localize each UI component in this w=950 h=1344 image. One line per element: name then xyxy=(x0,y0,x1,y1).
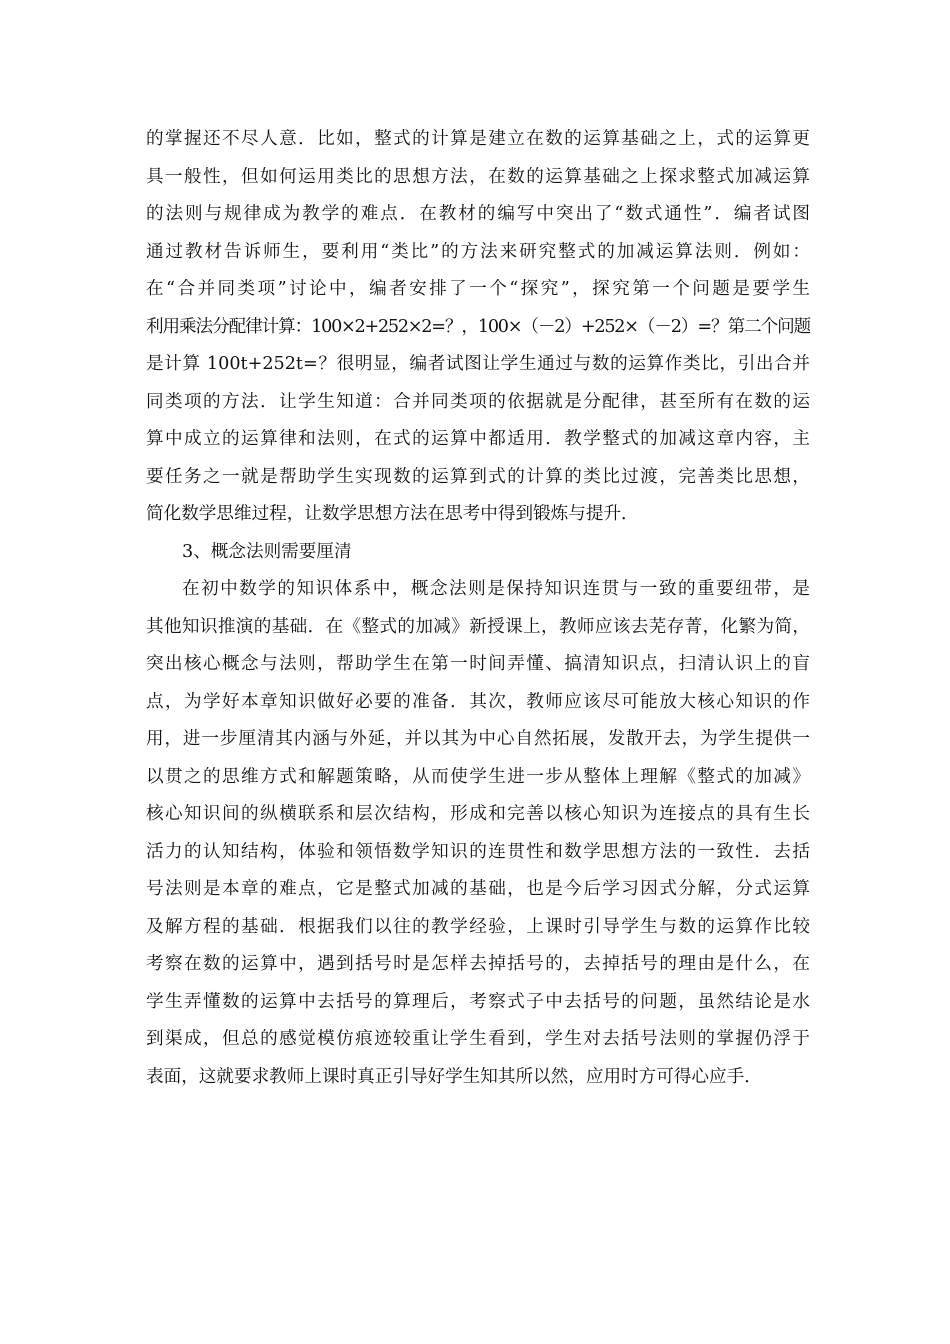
text-line: 号法则是本章的难点，它是整式加减的基础，也是今后学习因式分解，分式运算 xyxy=(146,879,810,899)
text-line: 及解方程的基础．根据我们以往的教学经验，上课时引导学生与数的运算作比较 xyxy=(146,916,810,937)
text-line: 的掌握还不尽人意．比如，整式的计算是建立在数的运算基础之上，式的运算更 xyxy=(146,129,810,149)
text-line: 是计算 100t+252t=？很明显，编者试图让学生通过与数的运算作类比，引出合并 xyxy=(146,354,810,374)
paragraph-concepts xyxy=(146,571,810,1096)
text-line: 通过教材告诉师生，要利用“类比”的方法来研究整式的加减运算法则．例如： xyxy=(146,241,810,262)
paragraph-analogy xyxy=(146,121,810,534)
text-line: 到渠成，但总的感觉模仿痕迹较重让学生看到，学生对去括号法则的掌握仍浮于 xyxy=(146,1029,810,1049)
text-line: 要任务之一就是帮助学生实现数的运算到式的计算的类比过渡，完善类比思想， xyxy=(146,466,810,487)
text-line: 在初中数学的知识体系中，概念法则是保持知识连贯与一致的重要纽带，是 xyxy=(182,579,810,599)
text-line: 突出核心概念与法则，帮助学生在第一时间弄懂、搞清知识点，扫清认识上的盲 xyxy=(146,654,810,674)
text-line: 利用乘法分配律计算：100×2+252×2=？，100×（－2）+252×（－2）=？第二个问题 xyxy=(146,316,810,337)
text-line: 核心知识间的纵横联系和层次结构，形成和完善以核心知识为连接点的具有生长 xyxy=(146,804,810,824)
text-line: 在“合并同类项”讨论中，编者安排了一个“探究”，探究第一个问题是要学生 xyxy=(146,279,810,299)
text-line: 简化数学思维过程，让数学思想方法在思考中得到锻炼与提升． xyxy=(146,504,639,524)
text-line: 考察在数的运算中，遇到括号时是怎样去掉括号的，去掉括号的理由是什么，在 xyxy=(146,954,810,974)
section-heading: 3、概念法则需要厘清 xyxy=(182,541,352,562)
text-line: 具一般性，但如何运用类比的思想方法，在数的运算基础之上探求整式加减运算 xyxy=(146,166,810,187)
text-line: 算中成立的运算律和法则，在式的运算中都适用．教学整式的加减这章内容，主 xyxy=(146,429,810,449)
text-line: 学生弄懂数的运算中去括号的算理后，考察式子中去括号的问题，虽然结论是水 xyxy=(146,991,810,1012)
text-line: 以贯之的思维方式和解题策略，从而使学生进一步从整体上理解《整式的加减》 xyxy=(146,766,810,787)
document-body xyxy=(146,121,810,1096)
text-line: 点，为学好本章知识做好必要的准备．其次，教师应该尽可能放大核心知识的作 xyxy=(146,691,810,712)
text-line: 活力的认知结构，体验和领悟数学知识的连贯性和数学思想方法的一致性．去括 xyxy=(146,841,810,862)
text-line: 其他知识推演的基础．在《整式的加减》新授课上，教师应该去芜存菁，化繁为简， xyxy=(146,616,810,637)
text-line: 用，进一步厘清其内涵与外延，并以其为中心自然拓展，发散开去，为学生提供一 xyxy=(146,729,810,749)
text-line: 同类项的方法．让学生知道：合并同类项的依据就是分配律，甚至所有在数的运 xyxy=(146,391,810,412)
text-line: 表面，这就要求教师上课时真正引导好学生知其所以然，应用时方可得心应手． xyxy=(146,1066,762,1087)
text-line: 的法则与规律成为教学的难点．在教材的编写中突出了“数式通性”．编者试图 xyxy=(146,204,810,224)
